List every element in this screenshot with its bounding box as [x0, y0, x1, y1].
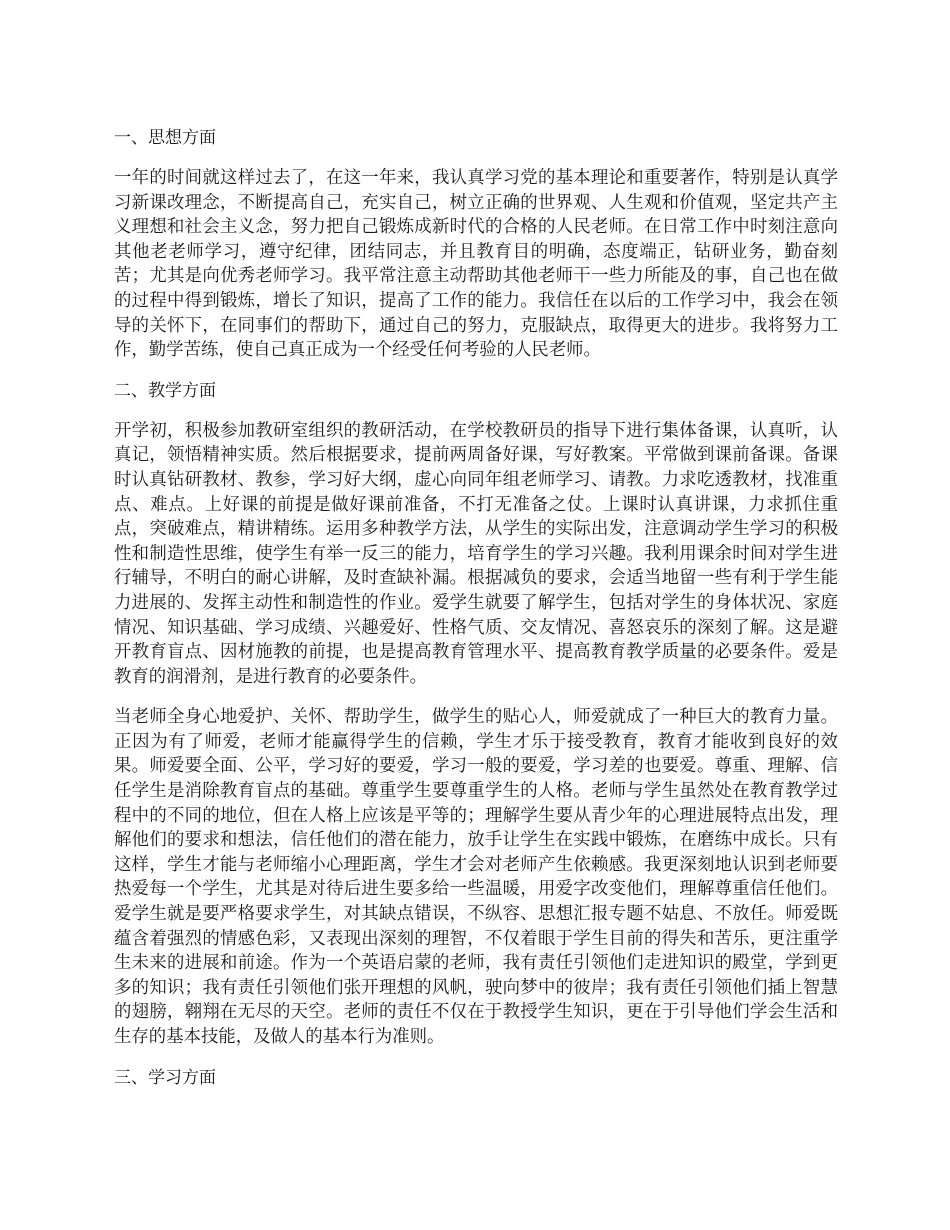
section-heading-study: 三、学习方面	[114, 1067, 216, 1088]
section-heading-teaching: 二、教学方面	[114, 380, 216, 401]
section-heading-thought: 一、思想方面	[114, 128, 216, 148]
document-page	[114, 126, 838, 1106]
paragraph-thought: 一年的时间就这样过去了，在这一年来，我认真学习党的基本理论和重要著作，特别是认真学习新课改理念，不断提高自己，充实自己，树立正确的世界观、人生观和价值观，坚定共产主义理想和社会主义念，努力把自己锻炼成新时代的合格的人民老师。在日常工作中时刻注意向其他老老师学习，遵守纪律，团结同志，并且教育目的明确，态度端正，钻研业务，勤奋刻苦；尤其是向优秀老师学习。我平常注意主动帮助其他老师干一些力所能及的事，自己也在做的过程中得到锻炼，增长了知识，提高了工作的能力。我信任在以后的工作学习中，我会在领导的关怀下，在同事们的帮助下，通过自己的努力，克服缺点，取得更大的进步。我将努力工作，勤学苦练，使自己真正成为一个经受任何考验的人民老师。	[114, 168, 838, 361]
paragraph-teaching-1: 开学初，积极参加教研室组织的教研活动，在学校教研员的指导下进行集体备课，认真听，认真记，领悟精神实质。然后根据要求，提前两周备好课，写好教案。平常做到课前备课。备课时认真钻研教材、教参，学习好大纲，虚心向同年组老师学习、请教。力求吃透教材，找准重点、难点。上好课的前提是做好课前准备，不打无准备之仗。上课时认真讲课，力求抓住重点，突破难点，精讲精练。运用多种教学方法，从学生的实际出发，注意调动学生学习的积极性和制造性思维，使学生有举一反三的能力，培育学生的学习兴趣。我利用课余时间对学生进行辅导，不明白的耐心讲解，及时查缺补漏。根据减负的要求，会适当地留一些有利于学生能力进展的、发挥主动性和制造性的作业。爱学生就要了解学生，包括对学生的身体状况、家庭情况、知识基础、学习成绩、兴趣爱好、性格气质、交友情况、喜怒哀乐的深刻了解。这是避开教育盲点、因材施教的前提，也是提高教育管理水平、提高教育教学质量的必要条件。爱是教育的润滑剂，是进行教育的必要条件。	[114, 420, 838, 687]
paragraph-teaching-2: 当老师全身心地爱护、关怀、帮助学生，做学生的贴心人，师爱就成了一种巨大的教育力量。正因为有了师爱，老师才能赢得学生的信赖，学生才乐于接受教育，教育才能收到良好的效果。师爱要全面、公平，学习好的要爱，学习一般的要爱，学习差的也要爱。尊重、理解、信任学生是消除教育盲点的基础。尊重学生要尊重学生的人格。老师与学生虽然处在教育教学过程中的不同的地位，但在人格上应该是平等的；理解学生要从青少年的心理进展特点出发，理解他们的要求和想法，信任他们的潜在能力，放手让学生在实践中锻炼，在磨练中成长。只有这样，学生才能与老师缩小心理距离，学生才会对老师产生依赖感。我更深刻地认识到老师要热爱每一个学生，尤其是对待后进生要多给一些温暖，用爱字改变他们，理解尊重信任他们。爱学生就是要严格要求学生，对其缺点错误，不纵容、思想汇报专题不姑息、不放任。师爱既蕴含着强烈的情感色彩，又表现出深刻的理智，不仅着眼于学生目前的得失和苦乐，更注重学生未来的进展和前途。作为一个英语启蒙的老师，我有责任引领他们走进知识的殿堂，学到更多的知识；我有责任引领他们张开理想的风帆，驶向梦中的彼岸；我有责任引领他们插上智慧的翅膀，翱翔在无尽的天空。老师的责任不仅在于教授学生知识，更在于引导他们学会生活和生存的基本技能，及做人的基本行为准则。	[114, 707, 838, 1047]
